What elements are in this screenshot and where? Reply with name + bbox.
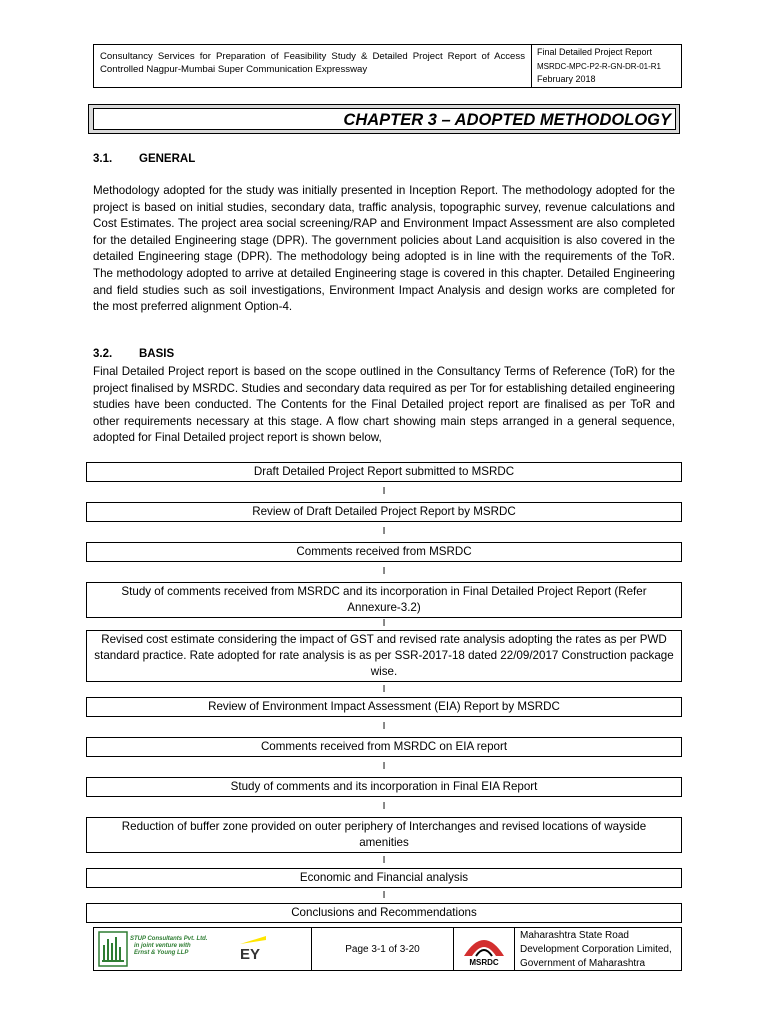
flow-connector: I [382,761,386,772]
stup-logo-icon [98,931,128,967]
ey-logo-icon [240,934,266,946]
flow-connector: I [382,566,386,577]
section-paragraph-general: Methodology adopted for the study was initially presented in Inception Report. The methodology adopted for the project is based on initial studies, secondary data, traffic analysis, topographic survey, revenue calculations and Cost Estimates. The project area social screening/RAP and Environment Impact Assessment are also completed for the detailed Engineering stage (DPR). The government policies about Land acquisition is also covered in the detailed Engineering stage (DPR). The methodology being adopted is in line with the requirements of the ToR. The methodology adopted to arrive at detailed Engineering stage is covered in this chapter. Detailed Engineering and field studies such as soil investigations, Environment Impact Analysis and design works are completed for the most preferred alignment Option-4. [93,184,675,314]
flow-step: Draft Detailed Project Report submitted to MSRDC [86,462,682,482]
report-title: Final Detailed Project Report [537,47,653,57]
flow-step: Review of Environment Impact Assessment (EIA) Report by MSRDC [86,697,682,717]
msrdc-logo [454,928,515,970]
project-title: Consultancy Services for Preparation of Feasibility Study & Detailed Project Report of Access Controlled Nagpur-Mumbai Super Communication Expressway [94,45,532,87]
flow-step: Study of comments received from MSRDC and its incorporation in Final Detailed Project Report (Refer Annexure-3.2) [86,582,682,618]
doc-code: MSRDC-MPC-P2-R-GN-DR-01-R1 [537,61,661,71]
report-info [532,45,681,87]
flow-step: Reduction of buffer zone provided on outer periphery of Interchanges and revised locations of wayside amenities [86,817,682,853]
methodology-flowchart [86,462,682,923]
flow-step: Economic and Financial analysis [86,868,682,888]
flow-connector: I [382,801,386,812]
ey-logo-text: EY [240,946,261,963]
flow-step: Revised cost estimate considering the impact of GST and revised rate analysis adopting the rates as per PWD standard practice. Rate adopted for rate analysis is as per SSR-2017-18 dated 22/09/2017 Construction package wise. [86,630,682,682]
flow-connector: I [382,890,386,901]
flow-step: Comments received from MSRDC [86,542,682,562]
flow-connector: I [382,486,386,497]
chapter-title: CHAPTER 3 – ADOPTED METHODOLOGY [93,108,676,130]
section-heading-general [93,153,195,165]
section-title: GENERAL [139,153,196,165]
flow-step: Comments received from MSRDC on EIA report [86,737,682,757]
flow-connector: I [382,526,386,537]
page-header [93,44,682,88]
msrdc-logo-text: MSRDC [469,958,499,967]
flow-step: Conclusions and Recommendations [86,903,682,923]
msrdc-logo-icon [462,930,506,958]
flow-step: Review of Draft Detailed Project Report by MSRDC [86,502,682,522]
flow-connector: I [382,855,386,866]
section-heading-basis [93,348,174,360]
flow-connector: I [382,684,386,695]
flow-step: Study of comments and its incorporation in Final EIA Report [86,777,682,797]
client-organisation: Maharashtra State Road Development Corporation Limited, Government of Maharashtra [520,930,672,969]
flow-connector: I [382,721,386,732]
page-number: Page 3-1 of 3-20 [312,928,454,970]
section-number: 3.1. [93,153,113,165]
section-title: BASIS [139,348,175,360]
section-number: 3.2. [93,348,113,360]
section-paragraph-basis: Final Detailed Project report is based on the scope outlined in the Consultancy Terms of Reference (ToR) for the project finalised by MSRDC. Studies and secondary data required as per Tor for establishing detailed engineering studies have been conducted. The Contents for the Final Detailed project report are finalised as per ToR and other requirements necessary at this stage. A flow chart showing main steps arranged in a general sequence, adopted for Final Detailed project report is shown below, [93,365,675,445]
chapter-banner [88,104,680,134]
consultant-logos [94,928,312,970]
page-footer [93,927,682,971]
flow-connector: I [382,618,386,629]
report-date: February 2018 [537,74,596,84]
consultant-name: STUP Consultants Pvt. Ltd. in joint venture with Ernst & Young LLP [130,936,208,956]
